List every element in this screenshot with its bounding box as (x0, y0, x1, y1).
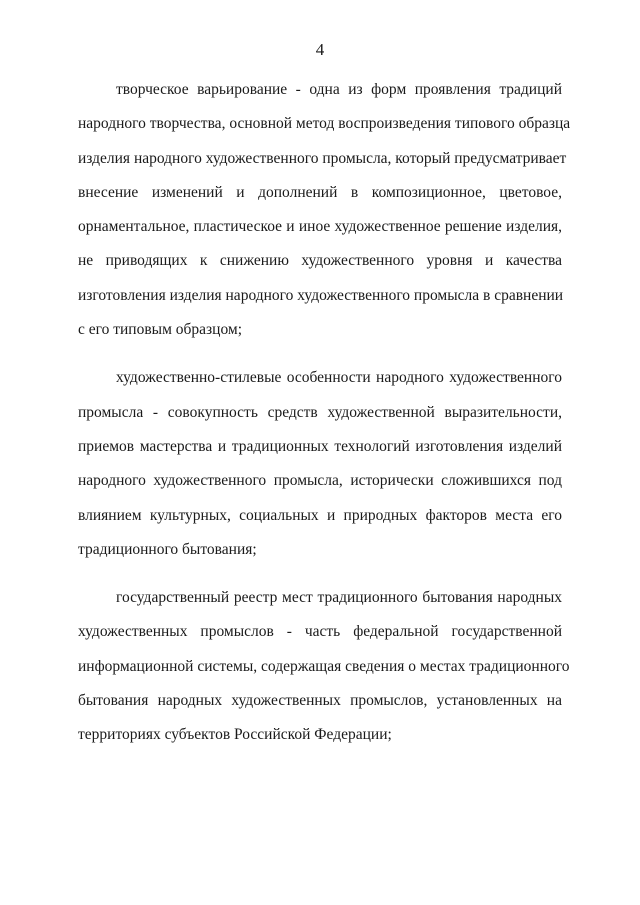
text-line: внесение изменений и дополнений в композиционное, цветовое, (78, 183, 562, 201)
text-line: государственный реестр мест традиционного бытования народных (116, 589, 562, 607)
page-number: 4 (315, 40, 325, 59)
paragraph-state-register (78, 581, 570, 752)
text-line: приемов мастерства и традиционных технологий изготовления изделий (78, 437, 562, 455)
text-line: народного художественного промысла, исторически сложившихся под (78, 472, 562, 490)
document-body (78, 73, 571, 767)
text-line: изделия народного художественного промысла, который предусматривает (78, 149, 567, 167)
text-line: влиянием культурных, социальных и природных факторов места его (78, 506, 562, 524)
text-line: художественно-стилевые особенности народного художественного (116, 369, 562, 387)
paragraph-artistic-style-features (78, 361, 562, 567)
text-line: с его типовым образцом; (78, 321, 243, 339)
text-line: информационной системы, содержащая сведения о местах традиционного (78, 657, 570, 675)
text-line: художественных промыслов - часть федеральной государственной (78, 623, 562, 641)
text-line: народного творчества, основной метод воспроизведения типового образца (78, 115, 571, 133)
text-line: орнаментальное, пластическое и иное художественное решение изделия, (78, 218, 562, 236)
text-line: не приводящих к снижению художественного уровня и качества (78, 252, 562, 270)
text-line: творческое варьирование - одна из форм проявления традиций (116, 81, 562, 98)
paragraph-creative-variation (78, 73, 571, 347)
text-line: бытования народных художественных промыслов, установленных на (78, 692, 562, 710)
text-line: промысла - совокупность средств художественной выразительности, (78, 403, 562, 421)
text-line: территориях субъектов Российской Федерации; (78, 726, 392, 744)
text-line: изготовления изделия народного художественного промысла в сравнении (78, 286, 564, 304)
text-line: традиционного бытования; (78, 540, 257, 558)
